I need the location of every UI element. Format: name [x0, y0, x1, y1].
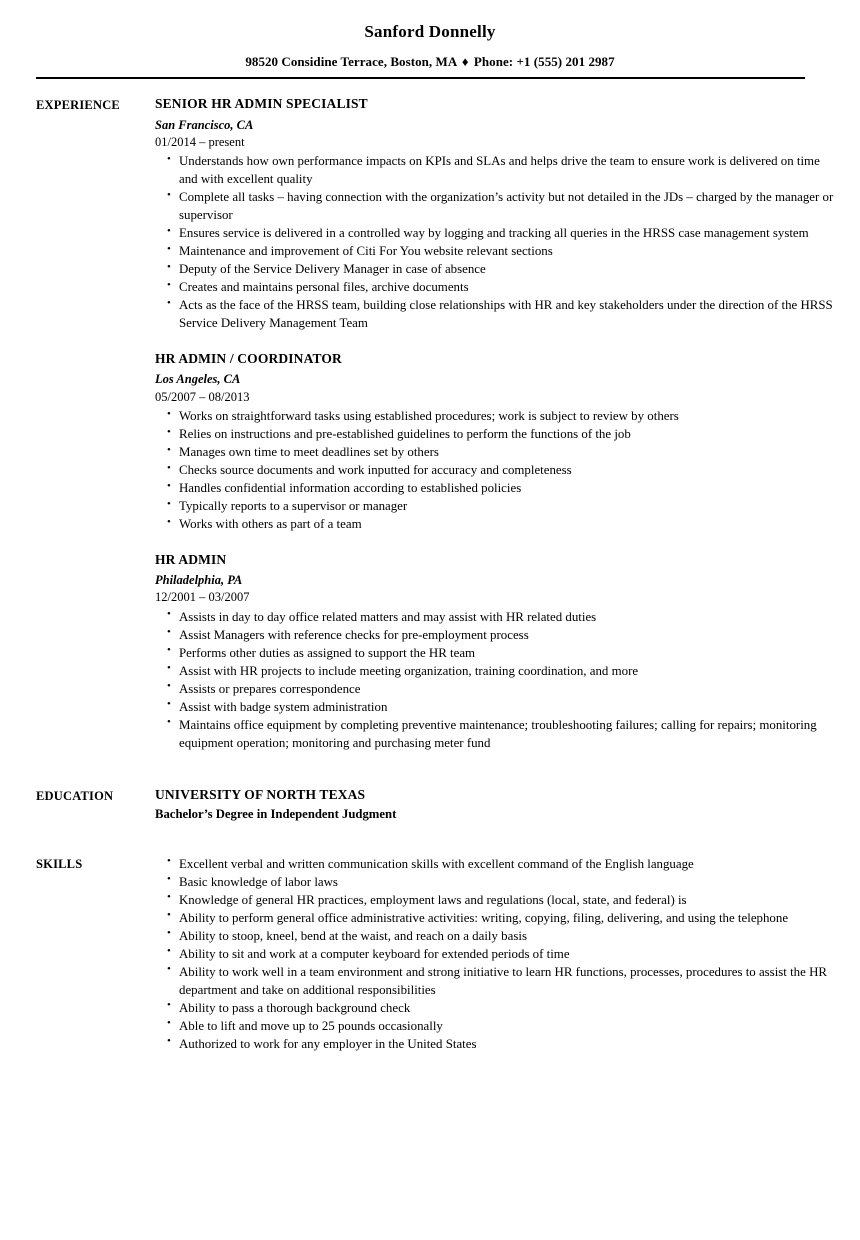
job-dates: 01/2014 – present [155, 134, 245, 149]
candidate-name: Sanford Donnelly [364, 22, 496, 41]
list-item: • Handles confidential information according to established policies [155, 479, 836, 497]
diamond-separator-icon: ♦ [461, 54, 469, 70]
list-item: • Checks source documents and work inputted for accuracy and completeness [155, 461, 836, 479]
education-section-body [155, 786, 836, 824]
list-item: • Deputy of the Service Delivery Manager in case of absence [155, 260, 836, 278]
contact-line [0, 54, 860, 70]
skills-section-label: SKILLS [36, 856, 83, 871]
job-responsibility-list [155, 152, 836, 332]
list-item: • Complete all tasks – having connection with the organization’s activity but not detailed in the JDs – charged by the manager or supervisor [155, 188, 836, 224]
experience-entry-3 [155, 551, 836, 752]
skills-section [0, 854, 860, 1053]
list-item: • Ability to work well in a team environment and strong initiative to learn HR functions, processes, procedures to assist the HR department and take on additional responsibilities [155, 963, 836, 999]
resume-header [0, 0, 860, 79]
education-degree: Bachelor’s Degree in Independent Judgment [155, 806, 397, 821]
list-item: • Maintains office equipment by completing preventive maintenance; troubleshooting failures; calling for repairs; monitoring equipment operation; monitoring and purchasing meter fund [155, 716, 836, 752]
list-item: • Ensures service is delivered in a controlled way by logging and tracking all queries in the HRSS case management system [155, 224, 836, 242]
list-item: • Able to lift and move up to 25 pounds occasionally [155, 1017, 836, 1035]
list-item: • Assists in day to day office related matters and may assist with HR related duties [155, 608, 836, 626]
job-dates: 05/2007 – 08/2013 [155, 389, 250, 404]
job-responsibility-list [155, 407, 836, 533]
candidate-phone: Phone: +1 (555) 201 2987 [473, 54, 615, 70]
job-location: San Francisco, CA [155, 117, 254, 132]
list-item: • Assist Managers with reference checks for pre-employment process [155, 626, 836, 644]
list-item: • Ability to perform general office administrative activities: writing, copying, filing, delivering, and using the telephone [155, 909, 836, 927]
list-item: • Excellent verbal and written communication skills with excellent command of the English language [155, 855, 836, 873]
skills-section-body [155, 854, 836, 1053]
job-title: HR ADMIN / COORDINATOR [155, 351, 342, 367]
experience-entry-1 [155, 95, 836, 332]
education-school: UNIVERSITY OF NORTH TEXAS [155, 786, 366, 802]
list-item: • Acts as the face of the HRSS team, building close relationships with HR and key stakeholders under the direction of the HRSS Service Delivery Management Team [155, 296, 836, 332]
list-item: • Works with others as part of a team [155, 515, 836, 533]
skills-list [155, 855, 836, 1053]
candidate-address: 98520 Considine Terrace, Boston, MA [245, 54, 457, 70]
list-item: • Manages own time to meet deadlines set by others [155, 443, 836, 461]
job-responsibility-list [155, 608, 836, 752]
list-item: • Authorized to work for any employer in the United States [155, 1035, 836, 1053]
list-item: • Creates and maintains personal files, archive documents [155, 278, 836, 296]
list-item: • Ability to pass a thorough background check [155, 999, 836, 1017]
list-item: • Basic knowledge of labor laws [155, 873, 836, 891]
experience-section-label: EXPERIENCE [36, 98, 120, 113]
job-location: Los Angeles, CA [155, 372, 241, 387]
job-title: HR ADMIN [155, 552, 227, 568]
education-section [0, 786, 860, 824]
list-item: • Works on straightforward tasks using established procedures; work is subject to review by others [155, 407, 836, 425]
list-item: • Performs other duties as assigned to support the HR team [155, 644, 836, 662]
list-item: • Assist with badge system administration [155, 698, 836, 716]
list-item: • Assist with HR projects to include meeting organization, training coordination, and more [155, 662, 836, 680]
list-item: • Relies on instructions and pre-established guidelines to perform the functions of the job [155, 425, 836, 443]
education-section-label: EDUCATION [36, 788, 114, 803]
experience-section [0, 95, 860, 752]
list-item: • Ability to stoop, kneel, bend at the waist, and reach on a daily basis [155, 927, 836, 945]
list-item: • Assists or prepares correspondence [155, 680, 836, 698]
list-item: • Typically reports to a supervisor or manager [155, 497, 836, 515]
job-title: SENIOR HR ADMIN SPECIALIST [155, 96, 368, 112]
job-dates: 12/2001 – 03/2007 [155, 590, 250, 605]
list-item: • Knowledge of general HR practices, employment laws and regulations (local, state, and federal) is [155, 891, 836, 909]
experience-entry-2 [155, 350, 836, 533]
job-location: Philadelphia, PA [155, 573, 243, 588]
list-item: • Ability to sit and work at a computer keyboard for extended periods of time [155, 945, 836, 963]
list-item: • Understands how own performance impacts on KPIs and SLAs and helps drive the team to ensure work is delivered on time and with excellent quality [155, 152, 836, 188]
list-item: • Maintenance and improvement of Citi For You website relevant sections [155, 242, 836, 260]
experience-section-body [155, 95, 836, 752]
header-divider [36, 77, 805, 79]
